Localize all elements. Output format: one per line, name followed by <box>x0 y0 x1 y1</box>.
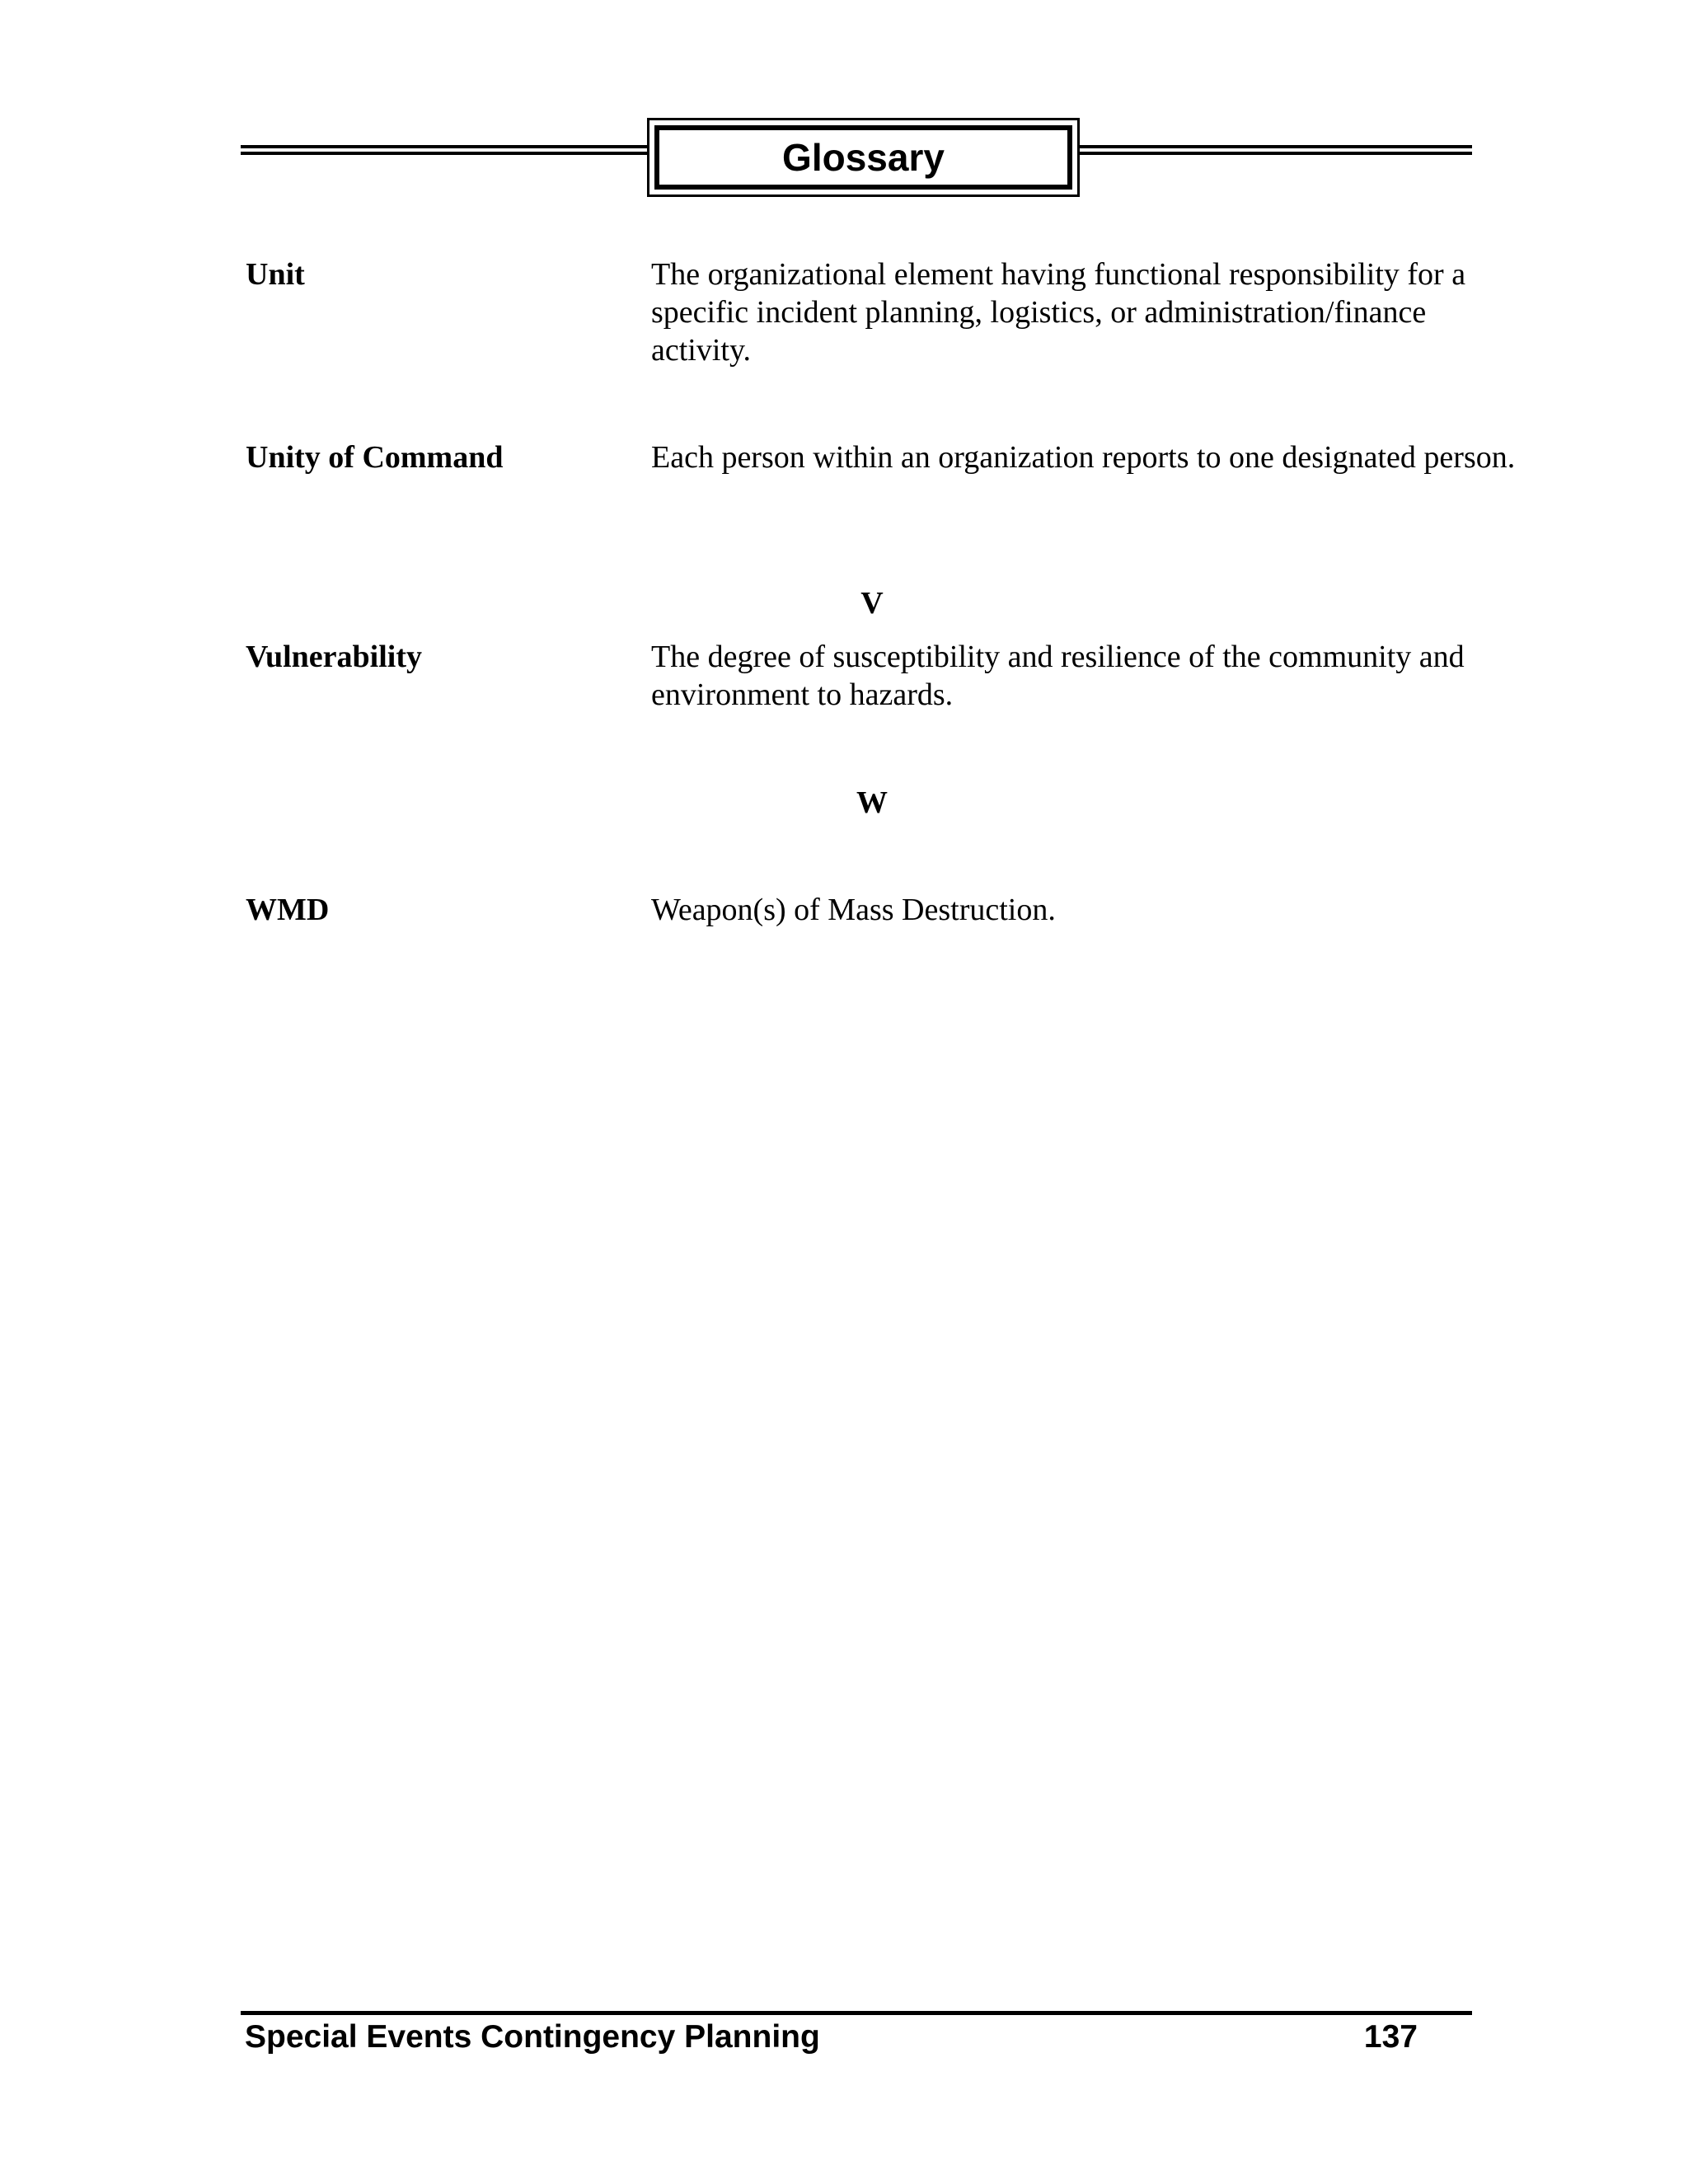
header-rule-right <box>1080 145 1472 155</box>
glossary-term: Vulnerability <box>246 640 422 674</box>
glossary-term: WMD <box>246 893 330 927</box>
glossary-term: Unity of Command <box>246 440 504 475</box>
glossary-definition: The degree of susceptibility and resilience of the community and environment to hazards. <box>651 640 1465 712</box>
title-inner-frame <box>654 125 1072 190</box>
section-letter-v: V <box>860 586 884 621</box>
glossary-term: Unit <box>246 257 305 292</box>
glossary-definition: The organizational element having functional responsibility for a specific incident planning, logistics, or administration/finance activity. <box>651 257 1466 368</box>
footer-rule <box>241 2011 1472 2015</box>
page-title: Glossary <box>782 136 945 179</box>
header-rule-left <box>241 145 648 155</box>
page-number: 137 <box>1363 2019 1418 2055</box>
section-letter-w: W <box>856 785 888 820</box>
glossary-definition: Each person within an organization reports to one designated person. <box>651 440 1516 475</box>
glossary-definition: Weapon(s) of Mass Destruction. <box>651 893 1056 927</box>
title-frame <box>647 118 1080 197</box>
footer-title: Special Events Contingency Planning <box>245 2019 820 2055</box>
